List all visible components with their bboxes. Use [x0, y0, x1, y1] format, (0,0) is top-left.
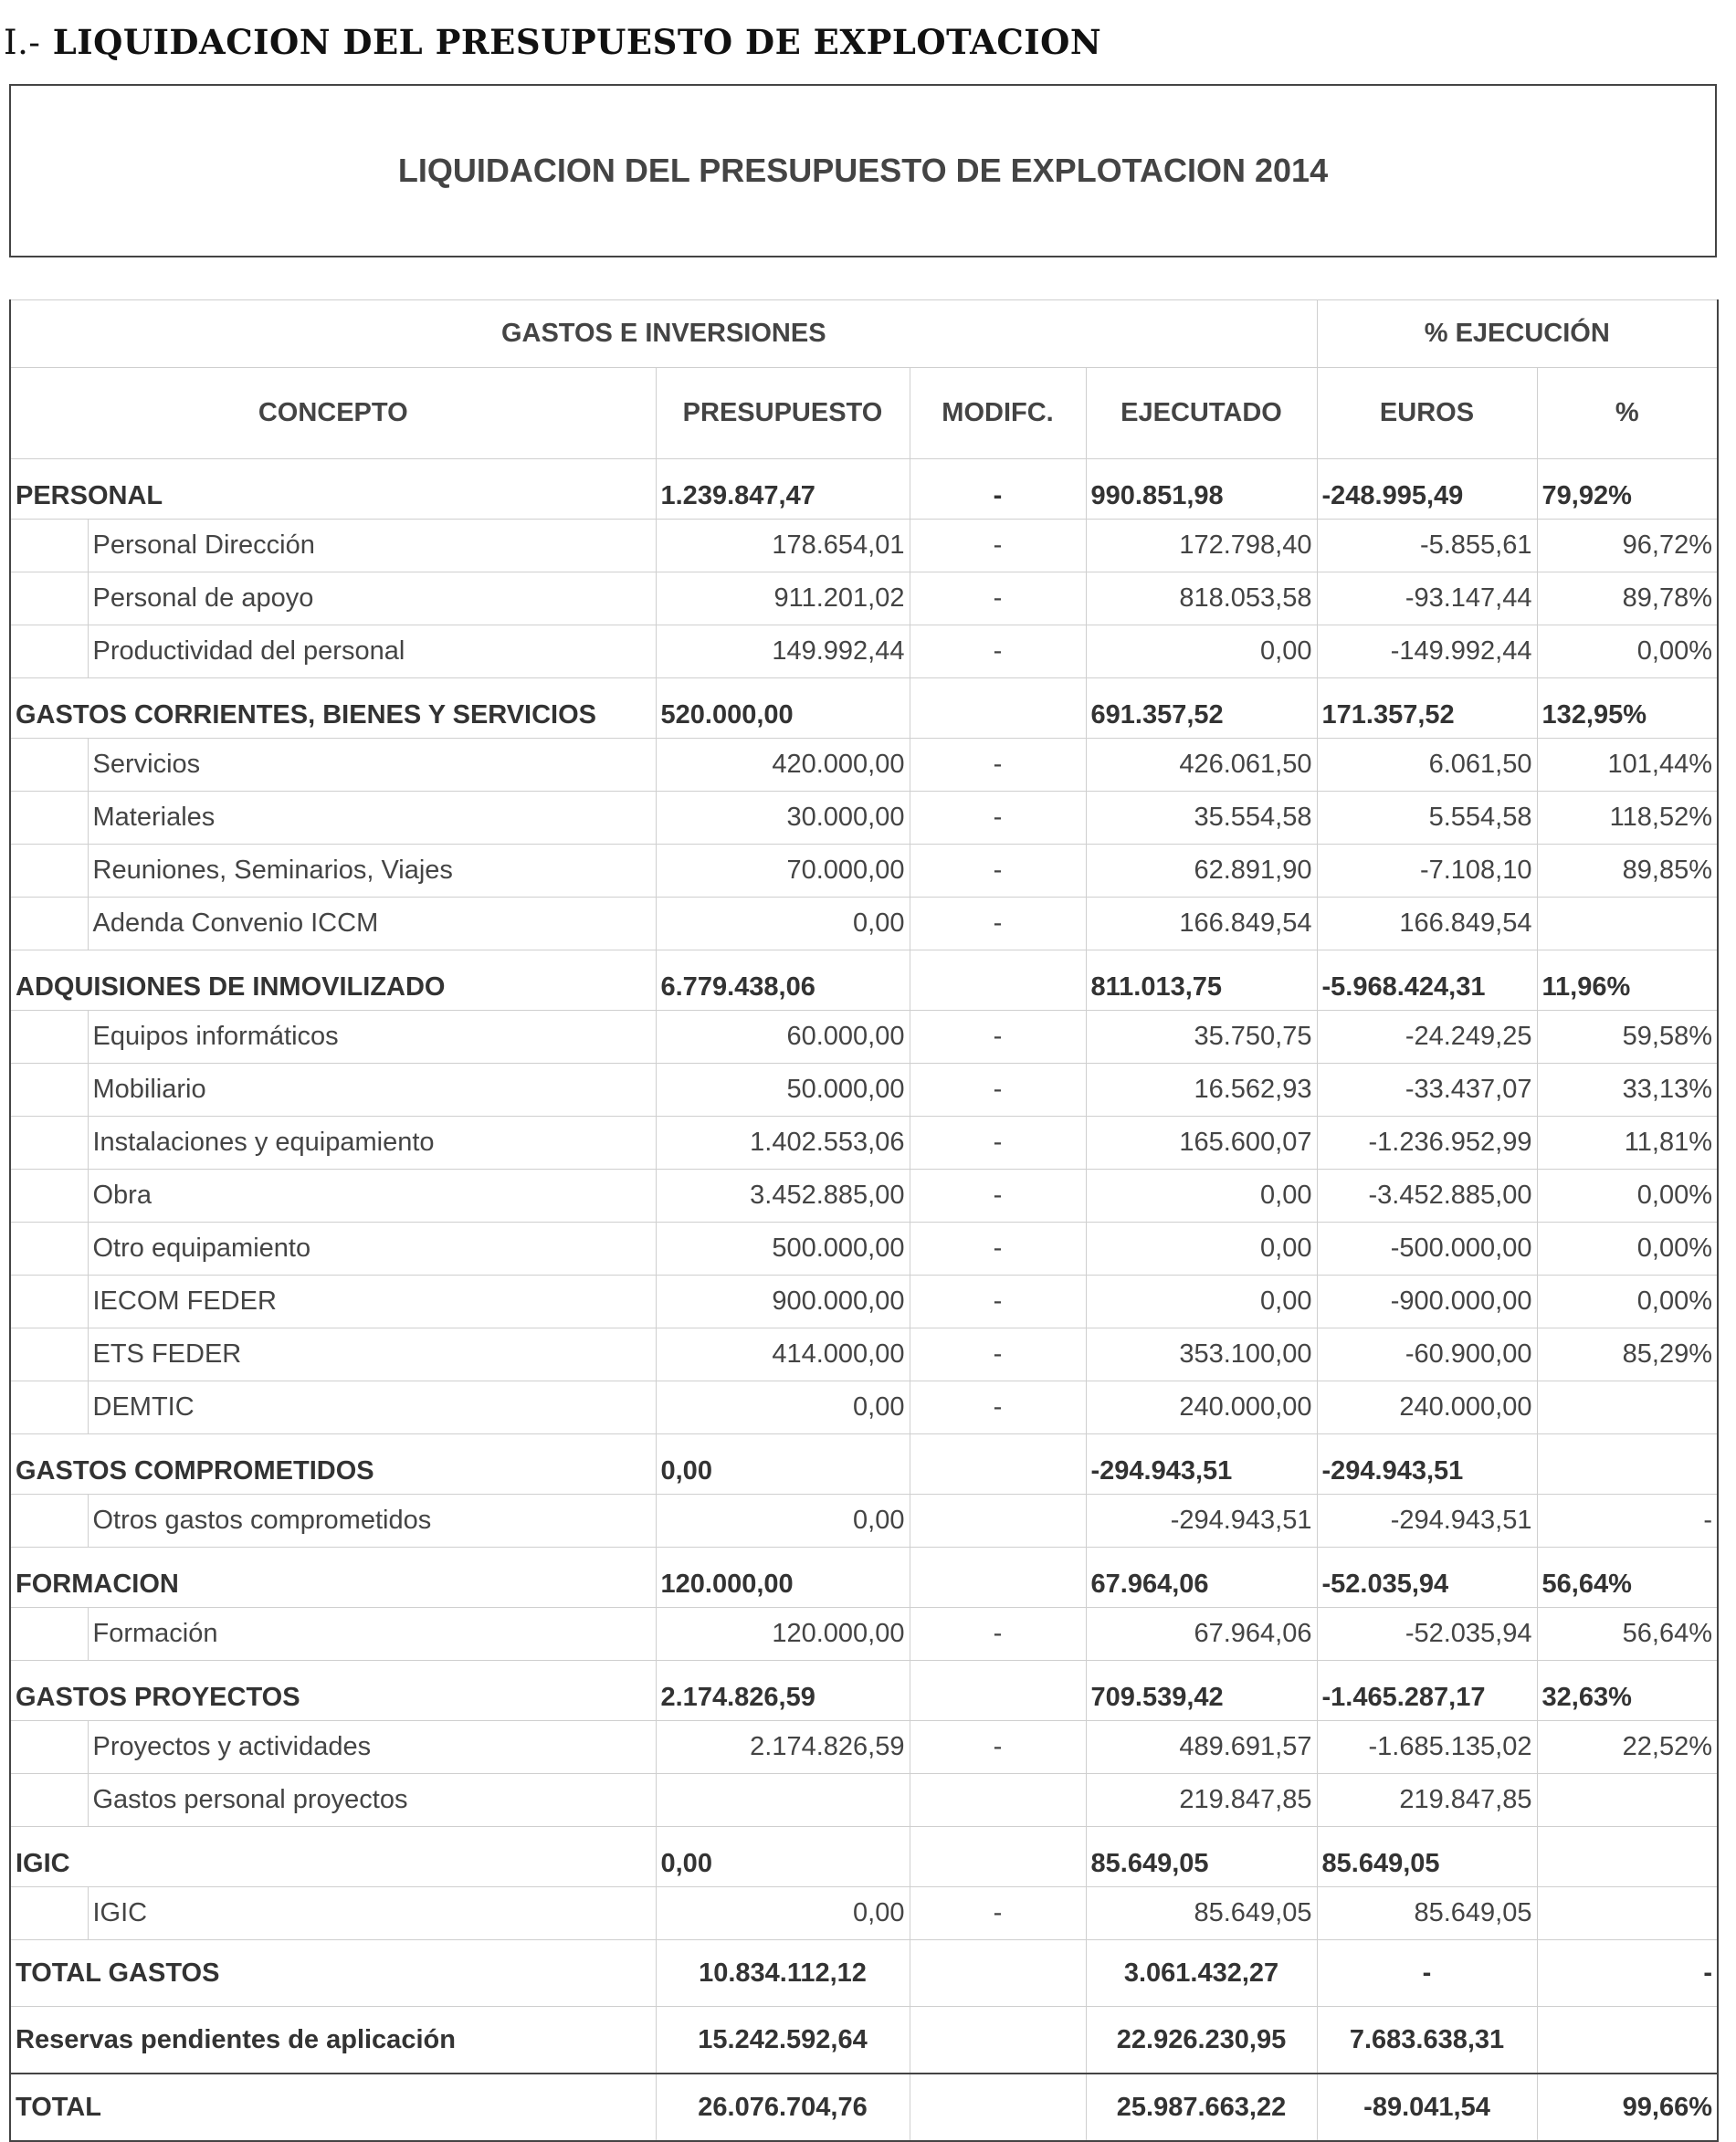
detail-row — [10, 520, 1718, 572]
percent-cell: 56,64% — [1537, 1548, 1718, 1608]
concepto-cell: Reservas pendientes de aplicación — [10, 2007, 656, 2074]
concepto-cell: Instalaciones y equipamiento — [88, 1117, 656, 1170]
group-header-ejecucion: % EJECUCIÓN — [1317, 300, 1718, 368]
table-title: LIQUIDACION DEL PRESUPUESTO DE EXPLOTACION 2014 — [397, 152, 1329, 189]
modif-cell — [910, 2074, 1086, 2141]
concepto-cell: Reuniones, Seminarios, Viajes — [88, 845, 656, 898]
percent-cell: 132,95% — [1537, 678, 1718, 739]
column-header-euros: EUROS — [1317, 368, 1537, 459]
percent-cell — [1537, 1827, 1718, 1887]
ejecutado-cell: 85.649,05 — [1086, 1827, 1317, 1887]
presupuesto-cell: 149.992,44 — [656, 625, 910, 678]
percent-cell: 99,66% — [1537, 2074, 1718, 2141]
ejecutado-cell: 818.053,58 — [1086, 572, 1317, 625]
concepto-cell: Proyectos y actividades — [88, 1721, 656, 1774]
concepto-cell: Equipos informáticos — [88, 1011, 656, 1064]
ejecutado-cell: 35.750,75 — [1086, 1011, 1317, 1064]
indent-cell — [10, 1495, 88, 1548]
ejecutado-cell: 240.000,00 — [1086, 1381, 1317, 1434]
percent-cell: 101,44% — [1537, 739, 1718, 792]
euros-cell: 6.061,50 — [1317, 739, 1537, 792]
indent-cell — [10, 1064, 88, 1117]
percent-cell — [1537, 2007, 1718, 2074]
modif-cell: - — [910, 625, 1086, 678]
presupuesto-cell: 420.000,00 — [656, 739, 910, 792]
ejecutado-cell: 811.013,75 — [1086, 950, 1317, 1011]
percent-cell: 89,78% — [1537, 572, 1718, 625]
euros-cell: -149.992,44 — [1317, 625, 1537, 678]
presupuesto-cell: 178.654,01 — [656, 520, 910, 572]
ejecutado-cell: -294.943,51 — [1086, 1495, 1317, 1548]
modif-cell — [910, 1661, 1086, 1721]
euros-cell: -294.943,51 — [1317, 1434, 1537, 1495]
indent-cell — [10, 572, 88, 625]
euros-cell: -33.437,07 — [1317, 1064, 1537, 1117]
presupuesto-cell: 520.000,00 — [656, 678, 910, 739]
ejecutado-cell: 165.600,07 — [1086, 1117, 1317, 1170]
euros-cell: -1.236.952,99 — [1317, 1117, 1537, 1170]
concepto-cell: IGIC — [10, 1827, 656, 1887]
heading-title: LIQUIDACION DEL PRESUPUESTO DE EXPLOTACION — [52, 22, 1102, 62]
column-header-ejecutado: EJECUTADO — [1086, 368, 1317, 459]
concepto-cell: TOTAL GASTOS — [10, 1940, 656, 2007]
detail-row — [10, 1721, 1718, 1774]
ejecutado-cell: 85.649,05 — [1086, 1887, 1317, 1940]
ejecutado-cell: 219.847,85 — [1086, 1774, 1317, 1827]
column-header-presupuesto: PRESUPUESTO — [656, 368, 910, 459]
euros-cell: 240.000,00 — [1317, 1381, 1537, 1434]
group-header-row — [10, 300, 1718, 368]
modif-cell: - — [910, 898, 1086, 950]
detail-row — [10, 1011, 1718, 1064]
presupuesto-cell: 1.239.847,47 — [656, 459, 910, 520]
column-header-row — [10, 368, 1718, 459]
presupuesto-cell: 120.000,00 — [656, 1608, 910, 1661]
percent-cell: - — [1537, 1940, 1718, 2007]
percent-cell: 56,64% — [1537, 1608, 1718, 1661]
presupuesto-cell: 3.452.885,00 — [656, 1170, 910, 1223]
euros-cell: -60.900,00 — [1317, 1328, 1537, 1381]
section-row — [10, 950, 1718, 1011]
percent-cell — [1537, 898, 1718, 950]
ejecutado-cell: 67.964,06 — [1086, 1608, 1317, 1661]
euros-cell: -5.968.424,31 — [1317, 950, 1537, 1011]
percent-cell: 32,63% — [1537, 1661, 1718, 1721]
concepto-cell: Servicios — [88, 739, 656, 792]
percent-cell: 59,58% — [1537, 1011, 1718, 1064]
percent-cell: 0,00% — [1537, 1223, 1718, 1276]
ejecutado-cell: 709.539,42 — [1086, 1661, 1317, 1721]
presupuesto-cell: 0,00 — [656, 898, 910, 950]
detail-row — [10, 1774, 1718, 1827]
modif-cell — [910, 1495, 1086, 1548]
section-row — [10, 459, 1718, 520]
indent-cell — [10, 1381, 88, 1434]
indent-cell — [10, 1608, 88, 1661]
page-heading — [4, 22, 1101, 62]
euros-cell: -7.108,10 — [1317, 845, 1537, 898]
presupuesto-cell: 15.242.592,64 — [656, 2007, 910, 2074]
modif-cell: - — [910, 1223, 1086, 1276]
modif-cell — [910, 1827, 1086, 1887]
detail-row — [10, 1887, 1718, 1940]
euros-cell: 171.357,52 — [1317, 678, 1537, 739]
percent-cell: 96,72% — [1537, 520, 1718, 572]
concepto-cell: Obra — [88, 1170, 656, 1223]
section-row — [10, 678, 1718, 739]
detail-row — [10, 1608, 1718, 1661]
total-row — [10, 2074, 1718, 2141]
presupuesto-cell: 0,00 — [656, 1495, 910, 1548]
concepto-cell: PERSONAL — [10, 459, 656, 520]
concepto-cell: Adenda Convenio ICCM — [88, 898, 656, 950]
presupuesto-cell: 2.174.826,59 — [656, 1661, 910, 1721]
detail-row — [10, 1223, 1718, 1276]
euros-cell: -3.452.885,00 — [1317, 1170, 1537, 1223]
indent-cell — [10, 845, 88, 898]
indent-cell — [10, 1774, 88, 1827]
percent-cell: 79,92% — [1537, 459, 1718, 520]
indent-cell — [10, 1721, 88, 1774]
concepto-cell: Personal de apoyo — [88, 572, 656, 625]
budget-body — [10, 459, 1718, 2142]
modif-cell: - — [910, 1011, 1086, 1064]
modif-cell: - — [910, 572, 1086, 625]
budget-table — [9, 299, 1719, 2142]
modif-cell: - — [910, 1721, 1086, 1774]
modif-cell: - — [910, 739, 1086, 792]
ejecutado-cell: 166.849,54 — [1086, 898, 1317, 950]
detail-row — [10, 1328, 1718, 1381]
column-header-concepto: CONCEPTO — [10, 368, 656, 459]
modif-cell: - — [910, 1117, 1086, 1170]
euros-cell: 85.649,05 — [1317, 1827, 1537, 1887]
concepto-cell: ETS FEDER — [88, 1328, 656, 1381]
concepto-cell: GASTOS COMPROMETIDOS — [10, 1434, 656, 1495]
concepto-cell: Otro equipamiento — [88, 1223, 656, 1276]
concepto-cell: Formación — [88, 1608, 656, 1661]
modif-cell: - — [910, 459, 1086, 520]
detail-row — [10, 1381, 1718, 1434]
euros-cell: 166.849,54 — [1317, 898, 1537, 950]
modif-cell — [910, 1548, 1086, 1608]
euros-cell: 7.683.638,31 — [1317, 2007, 1537, 2074]
presupuesto-cell: 414.000,00 — [656, 1328, 910, 1381]
presupuesto-cell: 0,00 — [656, 1827, 910, 1887]
concepto-cell: Materiales — [88, 792, 656, 845]
ejecutado-cell: 990.851,98 — [1086, 459, 1317, 520]
euros-cell: -1.685.135,02 — [1317, 1721, 1537, 1774]
section-row — [10, 1661, 1718, 1721]
concepto-cell: GASTOS CORRIENTES, BIENES Y SERVICIOS — [10, 678, 656, 739]
percent-cell: 0,00% — [1537, 625, 1718, 678]
presupuesto-cell: 26.076.704,76 — [656, 2074, 910, 2141]
detail-row — [10, 1170, 1718, 1223]
percent-cell: 89,85% — [1537, 845, 1718, 898]
column-header-percent: % — [1537, 368, 1718, 459]
modif-cell: - — [910, 1381, 1086, 1434]
total-row — [10, 2007, 1718, 2074]
ejecutado-cell: 62.891,90 — [1086, 845, 1317, 898]
euros-cell: -93.147,44 — [1317, 572, 1537, 625]
indent-cell — [10, 739, 88, 792]
modif-cell — [910, 1434, 1086, 1495]
percent-cell: 22,52% — [1537, 1721, 1718, 1774]
presupuesto-cell: 60.000,00 — [656, 1011, 910, 1064]
modif-cell: - — [910, 845, 1086, 898]
ejecutado-cell: 691.357,52 — [1086, 678, 1317, 739]
presupuesto-cell: 911.201,02 — [656, 572, 910, 625]
concepto-cell: IGIC — [88, 1887, 656, 1940]
column-header-modifc: MODIFC. — [910, 368, 1086, 459]
ejecutado-cell: 25.987.663,22 — [1086, 2074, 1317, 2141]
presupuesto-cell: 0,00 — [656, 1887, 910, 1940]
percent-cell — [1537, 1774, 1718, 1827]
ejecutado-cell: 35.554,58 — [1086, 792, 1317, 845]
ejecutado-cell: 0,00 — [1086, 1223, 1317, 1276]
percent-cell: 33,13% — [1537, 1064, 1718, 1117]
euros-cell: -24.249,25 — [1317, 1011, 1537, 1064]
detail-row — [10, 1495, 1718, 1548]
modif-cell: - — [910, 1276, 1086, 1328]
detail-row — [10, 898, 1718, 950]
concepto-cell: Otros gastos comprometidos — [88, 1495, 656, 1548]
concepto-cell: DEMTIC — [88, 1381, 656, 1434]
concepto-cell: GASTOS PROYECTOS — [10, 1661, 656, 1721]
detail-row — [10, 625, 1718, 678]
modif-cell: - — [910, 520, 1086, 572]
title-box — [9, 84, 1717, 257]
ejecutado-cell: 67.964,06 — [1086, 1548, 1317, 1608]
percent-cell: 118,52% — [1537, 792, 1718, 845]
ejecutado-cell: -294.943,51 — [1086, 1434, 1317, 1495]
presupuesto-cell: 500.000,00 — [656, 1223, 910, 1276]
indent-cell — [10, 792, 88, 845]
indent-cell — [10, 1011, 88, 1064]
percent-cell: 0,00% — [1537, 1170, 1718, 1223]
percent-cell: 0,00% — [1537, 1276, 1718, 1328]
detail-row — [10, 739, 1718, 792]
euros-cell: -52.035,94 — [1317, 1608, 1537, 1661]
ejecutado-cell: 426.061,50 — [1086, 739, 1317, 792]
concepto-cell: ADQUISIONES DE INMOVILIZADO — [10, 950, 656, 1011]
modif-cell — [910, 950, 1086, 1011]
percent-cell — [1537, 1381, 1718, 1434]
concepto-cell: FORMACION — [10, 1548, 656, 1608]
detail-row — [10, 792, 1718, 845]
indent-cell — [10, 520, 88, 572]
total-row — [10, 1940, 1718, 2007]
detail-row — [10, 845, 1718, 898]
presupuesto-cell — [656, 1774, 910, 1827]
modif-cell: - — [910, 1887, 1086, 1940]
presupuesto-cell: 10.834.112,12 — [656, 1940, 910, 2007]
euros-cell: -52.035,94 — [1317, 1548, 1537, 1608]
indent-cell — [10, 1117, 88, 1170]
ejecutado-cell: 489.691,57 — [1086, 1721, 1317, 1774]
ejecutado-cell: 172.798,40 — [1086, 520, 1317, 572]
modif-cell: - — [910, 1328, 1086, 1381]
euros-cell: -5.855,61 — [1317, 520, 1537, 572]
percent-cell: 11,81% — [1537, 1117, 1718, 1170]
section-row — [10, 1548, 1718, 1608]
concepto-cell: TOTAL — [10, 2074, 656, 2141]
presupuesto-cell: 30.000,00 — [656, 792, 910, 845]
concepto-cell: IECOM FEDER — [88, 1276, 656, 1328]
indent-cell — [10, 1328, 88, 1381]
presupuesto-cell: 6.779.438,06 — [656, 950, 910, 1011]
percent-cell — [1537, 1434, 1718, 1495]
heading-prefix: I.- — [4, 23, 41, 62]
ejecutado-cell: 353.100,00 — [1086, 1328, 1317, 1381]
euros-cell: - — [1317, 1940, 1537, 2007]
modif-cell: - — [910, 1170, 1086, 1223]
presupuesto-cell: 120.000,00 — [656, 1548, 910, 1608]
modif-cell: - — [910, 1608, 1086, 1661]
concepto-cell: Mobiliario — [88, 1064, 656, 1117]
modif-cell — [910, 1940, 1086, 2007]
percent-cell: 85,29% — [1537, 1328, 1718, 1381]
euros-cell: -1.465.287,17 — [1317, 1661, 1537, 1721]
ejecutado-cell: 16.562,93 — [1086, 1064, 1317, 1117]
modif-cell — [910, 1774, 1086, 1827]
ejecutado-cell: 22.926.230,95 — [1086, 2007, 1317, 2074]
euros-cell: 5.554,58 — [1317, 792, 1537, 845]
euros-cell: -248.995,49 — [1317, 459, 1537, 520]
concepto-cell: Productividad del personal — [88, 625, 656, 678]
euros-cell: -294.943,51 — [1317, 1495, 1537, 1548]
presupuesto-cell: 2.174.826,59 — [656, 1721, 910, 1774]
percent-cell — [1537, 1887, 1718, 1940]
indent-cell — [10, 898, 88, 950]
detail-row — [10, 1064, 1718, 1117]
concepto-cell: Gastos personal proyectos — [88, 1774, 656, 1827]
indent-cell — [10, 1170, 88, 1223]
euros-cell: -500.000,00 — [1317, 1223, 1537, 1276]
percent-cell: - — [1537, 1495, 1718, 1548]
ejecutado-cell: 0,00 — [1086, 1170, 1317, 1223]
ejecutado-cell: 3.061.432,27 — [1086, 1940, 1317, 2007]
detail-row — [10, 1117, 1718, 1170]
detail-row — [10, 1276, 1718, 1328]
indent-cell — [10, 1887, 88, 1940]
section-row — [10, 1827, 1718, 1887]
euros-cell: -900.000,00 — [1317, 1276, 1537, 1328]
euros-cell: -89.041,54 — [1317, 2074, 1537, 2141]
percent-cell: 11,96% — [1537, 950, 1718, 1011]
modif-cell: - — [910, 792, 1086, 845]
ejecutado-cell: 0,00 — [1086, 625, 1317, 678]
presupuesto-cell: 0,00 — [656, 1381, 910, 1434]
presupuesto-cell: 50.000,00 — [656, 1064, 910, 1117]
detail-row — [10, 572, 1718, 625]
presupuesto-cell: 1.402.553,06 — [656, 1117, 910, 1170]
modif-cell — [910, 2007, 1086, 2074]
ejecutado-cell: 0,00 — [1086, 1276, 1317, 1328]
euros-cell: 219.847,85 — [1317, 1774, 1537, 1827]
section-row — [10, 1434, 1718, 1495]
presupuesto-cell: 900.000,00 — [656, 1276, 910, 1328]
presupuesto-cell: 70.000,00 — [656, 845, 910, 898]
indent-cell — [10, 1276, 88, 1328]
concepto-cell: Personal Dirección — [88, 520, 656, 572]
modif-cell — [910, 678, 1086, 739]
indent-cell — [10, 1223, 88, 1276]
indent-cell — [10, 625, 88, 678]
presupuesto-cell: 0,00 — [656, 1434, 910, 1495]
group-header-gastos: GASTOS E INVERSIONES — [10, 300, 1317, 368]
modif-cell: - — [910, 1064, 1086, 1117]
euros-cell: 85.649,05 — [1317, 1887, 1537, 1940]
